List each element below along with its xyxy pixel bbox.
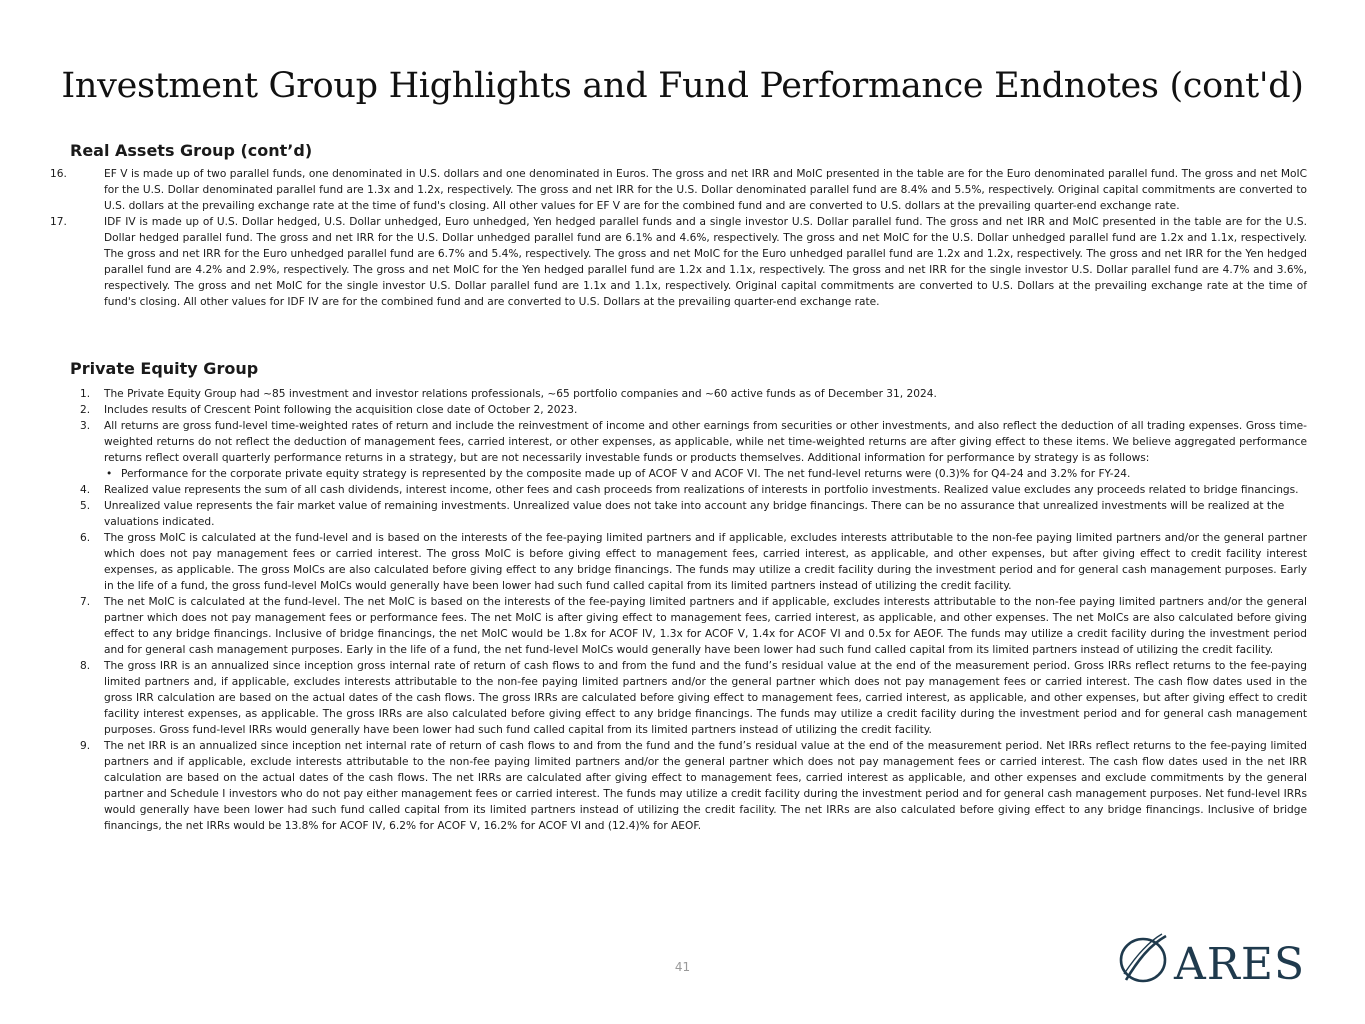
endnote-number: 16. xyxy=(50,168,67,180)
section-heading-private-equity: Private Equity Group xyxy=(70,359,259,378)
endnote-17 xyxy=(50,214,1307,310)
endnote-text: The gross MoIC is calculated at the fund-level and is based on the interests of the fee-paying limited partners and if applicable, excludes interests attributable to the non-fee paying limited partners and/or the general partner which does not pay management fees or carried interest. The gross MoIC is before giving effect to management fees, carried interest, as applicable, and other expenses, but after giving effect to credit facility interest expenses, as applicable. The gross MoICs are also calculated before giving effect to any bridge financings. The funds may utilize a credit facility during the investment period and for general cash management purposes. Early in the life of a fund, the gross fund-level MoICs would generally have been lower had such fund called capital from its limited partners instead of utilizing the credit facility. xyxy=(104,532,1307,592)
endnote-text: The net MoIC is calculated at the fund-level. The net MoIC is based on the interests of the fee-paying limited partners and if applicable, excludes interests attributable to the non-fee paying limited partners and/or the general partner which does not pay management fees or performance fees. The net MoIC is after giving effect to management fees, carried interest, as applicable, and other expenses. The net MoICs are also calculated before giving effect to any bridge financings. Inclusive of bridge financings, the net MoIC would be 1.8x for ACOF IV, 1.3x for ACOF V, 1.4x for ACOF VI and 0.5x for AEOF. The funds may utilize a credit facility during the investment period and for general cash management purposes. Early in the life of a fund, the net fund-level MoICs would generally have been lower had such fund called capital from its limited partners instead of utilizing the credit facility. xyxy=(104,596,1307,656)
endnote-number: 3. xyxy=(80,420,91,432)
ares-logo xyxy=(1118,930,1308,990)
endnote-3-bullet xyxy=(70,466,1307,482)
endnote-8 xyxy=(70,658,1307,738)
page-title: Investment Group Highlights and Fund Performance Endnotes (cont'd) xyxy=(61,66,1304,106)
endnote-number: 7. xyxy=(80,596,91,608)
endnote-5 xyxy=(70,498,1307,530)
endnote-number: 4. xyxy=(80,484,91,496)
endnote-text: Realized value represents the sum of all cash dividends, interest income, other fees and cash proceeds from realizations of interests in portfolio investments. Realized value excludes any proceeds related to bridge financings. xyxy=(104,484,1299,496)
endnote-text: The net IRR is an annualized since inception net internal rate of return of cash flows to and from the fund and the fund’s residual value at the end of the measurement period. Net IRRs reflect returns to the fee-paying limited partners and if applicable, exclude interests attributable to the non-fee paying limited partners and/or the general partner which does not pay management fees or carried interest. The cash flow dates used in the net IRR calculation are based on the actual dates of the cash flows. The net IRRs are calculated after giving effect to management fees, carried interest as applicable, and other expenses and exclude commitments by the general partner and Schedule I investors who do not pay either management fees or carried interest. The funds may utilize a credit facility during the investment period and for general cash management purposes. Net fund-level IRRs would generally have been lower had such fund called capital from its limited partners instead of utilizing the credit facility. The net IRRs are also calculated before giving effect to any bridge financings. Inclusive of bridge financings, the net IRRs would be 13.8% for ACOF IV, 6.2% for ACOF V, 16.2% for ACOF VI and (12.4)% for AEOF. xyxy=(104,740,1307,832)
endnote-number: 2. xyxy=(80,404,91,416)
endnote-2 xyxy=(70,402,1307,418)
endnote-text: The Private Equity Group had ~85 investment and investor relations professionals, ~65 portfolio companies and ~60 active funds as of December 31, 2024. xyxy=(104,388,937,400)
endnote-number: 9. xyxy=(80,740,91,752)
endnote-text: The gross IRR is an annualized since inception gross internal rate of return of cash flows to and from the fund and the fund’s residual value at the end of the measurement period. Gross IRRs reflect returns to the fee-paying limited partners and, if applicable, excludes interests attributable to the non-fee paying limited partners and/or the general partner which does not pay management fees or carried interest. The cash flow dates used in the gross IRR calculation are based on the actual dates of the cash flows. The gross IRRs are calculated before giving effect to management fees, carried interest, as applicable, and other expenses, but after giving effect to credit facility interest expenses, as applicable. The gross IRRs are also calculated before giving effect to any bridge financings. The funds may utilize a credit facility during the investment period and for general cash management purposes. Gross fund-level IRRs would generally have been lower had such fund called capital from its limited partners instead of utilizing the credit facility. xyxy=(104,660,1307,736)
ares-emblem-icon xyxy=(1121,934,1166,981)
section-heading-real-assets: Real Assets Group (cont’d) xyxy=(70,141,313,160)
endnote-number: 5. xyxy=(80,500,91,512)
endnote-6 xyxy=(70,530,1307,594)
bullet-icon: • xyxy=(106,468,113,480)
endnote-7 xyxy=(70,594,1307,658)
endnote-16 xyxy=(50,166,1307,214)
endnote-number: 17. xyxy=(50,216,67,228)
endnote-9 xyxy=(70,738,1307,834)
endnote-1 xyxy=(70,386,1307,402)
logo-wordmark: ARES xyxy=(1174,939,1306,990)
bullet-text: Performance for the corporate private equity strategy is represented by the composite made up of ACOF V and ACOF VI. The net fund-level returns were (0.3)% for Q4-24 and 3.2% for FY-24. xyxy=(121,468,1131,480)
endnote-text: Unrealized value represents the fair market value of remaining investments. Unrealized value does not take into account any bridge financings. There can be no assurance that unrealized investments will be realized at the valuations indicated. xyxy=(104,500,1285,528)
endnote-number: 8. xyxy=(80,660,91,672)
endnote-number: 1. xyxy=(80,388,91,400)
real-assets-endnotes xyxy=(50,166,1307,310)
endnote-number: 6. xyxy=(80,532,91,544)
endnote-4 xyxy=(70,482,1307,498)
endnote-text: Includes results of Crescent Point following the acquisition close date of October 2, 2023. xyxy=(104,404,578,416)
page-number: 41 xyxy=(674,960,691,974)
endnote-3 xyxy=(70,418,1307,466)
endnote-text: IDF IV is made up of U.S. Dollar hedged, U.S. Dollar unhedged, Euro unhedged, Yen hedged parallel funds and a single investor U.S. Dollar parallel fund. The gross and net IRR and MoIC presented in the table are for the U.S. Dollar hedged parallel fund. The gross and net IRR for the U.S. Dollar unhedged parallel fund are 6.1% and 4.6%, respectively. The gross and net MoIC for the U.S. Dollar unhedged parallel fund are 1.2x and 1.1x, respectively. The gross and net IRR for the Euro unhedged parallel fund are 6.7% and 5.4%, respectively. The gross and net MoIC for the Euro unhedged parallel fund are 1.2x and 1.2x, respectively. The gross and net IRR for the Yen hedged parallel fund are 4.2% and 2.9%, respectively. The gross and net MoIC for the Yen hedged parallel fund are 1.2x and 1.1x, respectively. The gross and net IRR for the single investor U.S. Dollar parallel fund are 4.7% and 3.6%, respectively. The gross and net MoIC for the single investor U.S. Dollar parallel fund are 1.1x and 1.1x, respectively. Original capital commitments are converted to U.S. Dollars at the prevailing exchange rate at the time of fund's closing. All other values for IDF IV are for the combined fund and are converted to U.S. Dollars at the prevailing quarter-end exchange rate. xyxy=(104,216,1307,308)
private-equity-endnotes xyxy=(70,386,1307,834)
endnote-text: EF V is made up of two parallel funds, one denominated in U.S. dollars and one denominated in Euros. The gross and net IRR and MoIC presented in the table are for the Euro denominated parallel fund. The gross and net MoIC for the U.S. Dollar denominated parallel fund are 1.3x and 1.2x, respectively. The gross and net IRR for the U.S. Dollar denominated parallel fund are 8.4% and 5.5%, respectively. Original capital commitments are converted to U.S. dollars at the prevailing exchange rate at the time of fund's closing. All other values for EF V are for the combined fund and are converted to U.S. dollars at the prevailing quarter-end exchange rate. xyxy=(104,168,1307,212)
endnote-text: All returns are gross fund-level time-weighted rates of return and include the reinvestment of income and other earnings from securities or other investments, and also reflect the deduction of all trading expenses. Gross time-weighted returns do not reflect the deduction of management fees, carried interest, or other expenses, as applicable, while net time-weighted returns are after giving effect to these items. We believe aggregated performance returns reflect overall quarterly performance returns in a strategy, but are not necessarily investable funds or products themselves. Additional information for performance by strategy is as follows: xyxy=(104,420,1307,464)
